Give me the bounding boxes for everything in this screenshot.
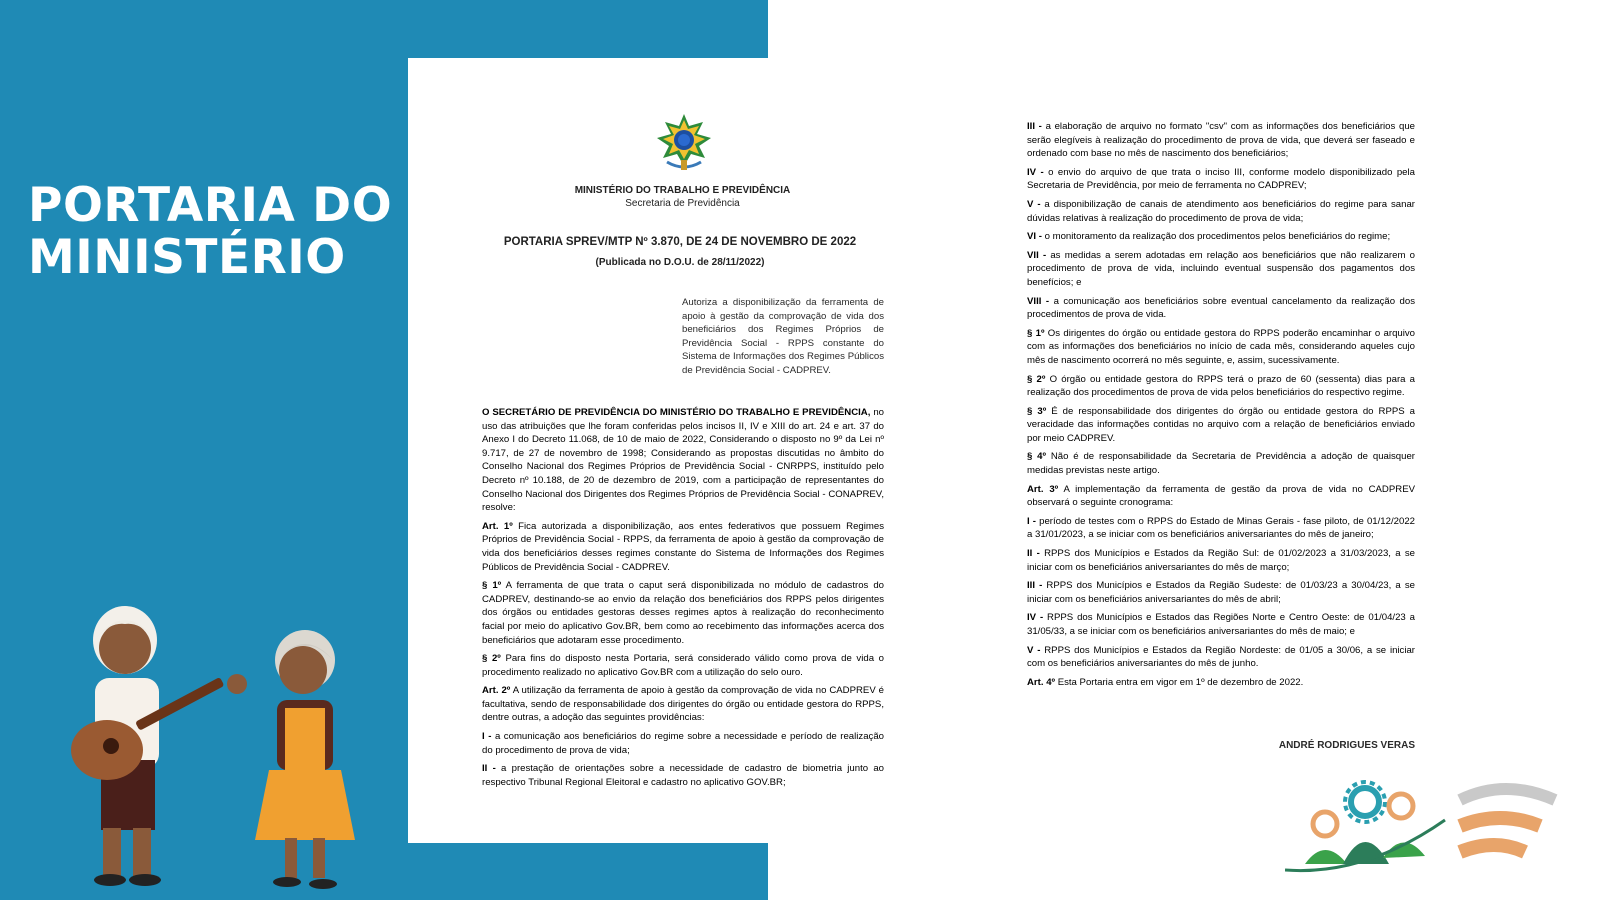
dancing-woman-figure: [227, 630, 355, 889]
ementa-text: Autoriza a disponibilização da ferramenta de apoio à gestão da comprovação de vida dos beneficiários dos Regimes Próprios de Previdência Social - RPPS constante do Sistema de Informações dos Regimes Públicos de Previdência Social - CADPREV.: [682, 297, 884, 376]
ministry-name: MINISTÉRIO DO TRABALHO E PREVIDÊNCIA: [574, 185, 791, 196]
elderly-couple-illustration: [55, 600, 375, 900]
article-2-item-vi: VI - o monitoramento da realização dos procedimentos pelos beneficiários do regime;: [1027, 231, 1391, 243]
article-2-item-iv: IV - o envio do arquivo de que trata o inciso III, conforme modelo disponibilizado pela Secretaria de Previdência, por meio de ferramenta no CADPREV;: [1027, 166, 1415, 192]
article-2-paragraph-3: § 3º É de responsabilidade dos dirigentes do órgão ou entidade gestora do RPPS a veracidade das informações contidas no arquivo com a relação de beneficiários enviado por meio CADPREV.: [1027, 405, 1415, 444]
article-1: Art. 1º Fica autorizada a disponibilização, aos entes federativos que possuem Regimes Próprios de Previdência Social - RPPS, da ferramenta de apoio à gestão da comprovação de vida dos beneficiários desses regimes constante do Sistema de Informações dos Regimes Públicos de Previdência Social - CADPREV.: [482, 520, 884, 573]
portaria-title: PORTARIA SPREV/MTP Nº 3.870, DE 24 DE NOVEMBRO DE 2022: [503, 236, 857, 248]
article-3: Art. 3º A implementação da ferramenta de gestão da prova de vida no CADPREV observará o seguinte cronograma:: [1027, 483, 1415, 509]
article-2-item-ii: II - a prestação de orientações sobre a necessidade de cadastro de biometria junto ao respectivo Tribunal Regional Eleitoral e cadastro no aplicativo GOV.BR;: [482, 763, 884, 788]
article-1-paragraph-1: § 1º A ferramenta de que trata o caput será disponibilizada no módulo de cadastros do CADPREV, destinando-se ao envio da relação dos beneficiários dos RPPS pelos dirigentes dos órgãos ou entidades gestoras desses regimes aptos à realização do reconhecimento facial por meio do aplicativo Gov.BR, bem como ao recebimento das informações acerca dos beneficiários que adotaram esse procedimento.: [482, 580, 885, 646]
article-2-paragraph-2: § 2º O órgão ou entidade gestora do RPPS terá o prazo de 60 (sessenta) dias para a realização dos procedimentos de prova de vida pelos beneficiários do respectivo regime.: [1027, 373, 1416, 399]
document-right-column: [1027, 120, 1415, 694]
guitar-player-figure: [71, 606, 224, 886]
article-2-item-iii: III - a elaboração de arquivo no formato "csv" com as informações dos beneficiários que serão elegíveis à realização do procedimento de prova de vida, que deverá ser faseado e ordenado com base no mês de nascimento dos beneficiários;: [1027, 121, 1416, 160]
signature-name: ANDRÉ RODRIGUES VERAS: [1278, 740, 1415, 751]
article-3-item-ii: II - RPPS dos Municípios e Estados da Região Sul: de 01/02/2023 a 31/03/2023, a se iniciar com os beneficiários aniversariantes do mês de março;: [1027, 548, 1415, 573]
article-2-item-v: V - a disponibilização de canais de atendimento aos beneficiários do regime para sanar dúvidas relativas à realização do procedimento de prova de vida;: [1027, 198, 1415, 224]
secretariat-name: Secretaria de Previdência: [625, 198, 740, 209]
slide-title-line1: PORTARIA DO: [28, 178, 393, 233]
preamble: O SECRETÁRIO DE PREVIDÊNCIA DO MINISTÉRIO DO TRABALHO E PREVIDÊNCIA, no uso das atribuições que lhe foram conferidas pelos incisos II, IV e XIII do art. 24 e art. 37 do Anexo I do Decreto 11.068, de 10 de maio de 2022, Considerando o disposto no 9º da Lei nº 9.717, de 27 de novembro de 1998; Considerando as propostas discutidas no âmbito do Conselho Nacional dos Regimes Próprios de Previdência Social - CNRPPS, instituído pelo Decreto nº 10.188, de 20 de dezembro de 2019, com a participação de representantes do Conselho Nacional dos Dirigentes dos Regimes Próprios de Previdência Social - CONAPREV, resolve:: [482, 407, 884, 514]
article-3-item-v: V - RPPS dos Municípios e Estados da Região Nordeste: de 01/05 a 30/06, a se iniciar com os beneficiários aniversariantes do mês de junho.: [1027, 644, 1416, 670]
article-3-item-iii: III - RPPS dos Municípios e Estados da Região Sudeste: de 01/03/23 a 30/04/23, a se iniciar com os beneficiários aniversariantes do mês de abril;: [1027, 580, 1415, 605]
people-gear-logo: [1285, 780, 1595, 900]
article-2: Art. 2º A utilização da ferramenta de apoio à gestão da comprovação de vida no CADPREV é facultativa, sendo de responsabilidade dos dirigentes do órgão ou entidade gestora do RPPS, dentre outras, a adoção das seguintes providências:: [482, 685, 884, 724]
ministry-header: [560, 184, 805, 210]
article-3-item-iv: IV - RPPS dos Municípios e Estados das Regiões Norte e Centro Oeste: de 01/04/23 a 31/05/33, a se iniciar com os beneficiários aniversariantes do mês de maio; e: [1027, 612, 1415, 637]
article-3-item-i: I - período de testes com o RPPS do Estado de Minas Gerais - fase piloto, de 01/12/2022 a 31/01/2023, a se iniciar com os beneficiários aniversariantes do mês de janeiro;: [1027, 515, 1415, 541]
article-2-item-vii: VII - as medidas a serem adotadas em relação aos beneficiários que não realizarem o procedimento de prova de vida, incluindo eventual suspensão dos pagamentos dos benefícios; e: [1027, 249, 1415, 288]
slide-title-line2: MINISTÉRIO: [28, 230, 346, 285]
article-4: Art. 4º Esta Portaria entra em vigor em 1º de dezembro de 2022.: [1027, 676, 1304, 688]
article-2-paragraph-4: § 4º Não é de responsabilidade da Secretaria de Previdência a adoção de quaisquer medidas previstas neste artigo.: [1027, 451, 1415, 477]
brazil-coat-of-arms-icon: [653, 112, 715, 176]
document-left-column: [482, 406, 884, 794]
slide-title: [28, 180, 398, 284]
publication-note: (Publicada no D.O.U. de 28/11/2022): [595, 257, 765, 268]
article-1-paragraph-2: § 2º Para fins do disposto nesta Portaria, será considerado válido como prova de vida o procedimento realizado no aplicativo Gov.BR com a utilização do selo ouro.: [482, 653, 884, 678]
article-2-paragraph-1: § 1º Os dirigentes do órgão ou entidade gestora do RPPS poderão encaminhar o arquivo com as informações dos beneficiários no início de cada mês, considerando aqueles cujo mês de nascimento ocorrerá no mês seguinte, e, assim, sucessivamente.: [1027, 327, 1416, 366]
article-2-item-i: I - a comunicação aos beneficiários do regime sobre a necessidade e período de realização do procedimento de prova de vida;: [482, 731, 884, 756]
article-2-item-viii: VIII - a comunicação aos beneficiários sobre eventual cancelamento da realização dos procedimentos de prova de vida.: [1027, 295, 1415, 321]
